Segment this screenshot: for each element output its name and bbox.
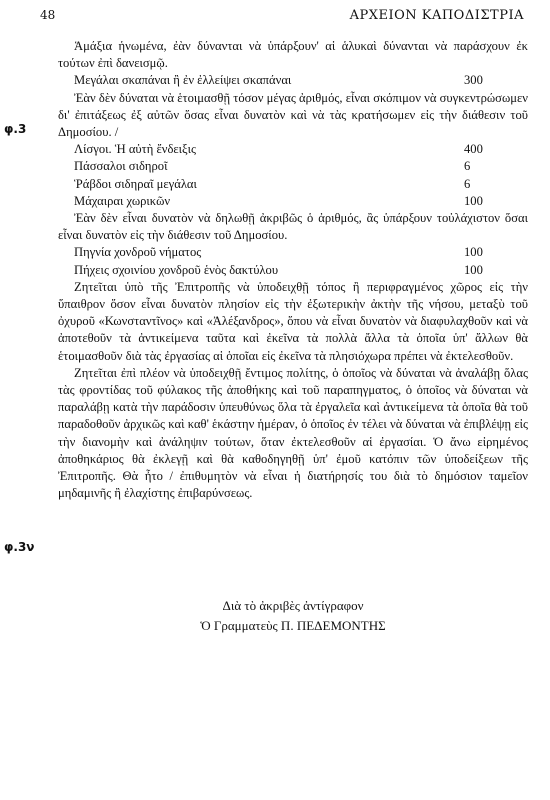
running-head: ΑΡΧΕΙΟΝ ΚΑΠΟΔΙΣΤΡΙΑ xyxy=(349,8,524,23)
list-item xyxy=(58,141,528,158)
item-quantity: 300 xyxy=(464,73,483,88)
item-quantity: 400 xyxy=(464,142,483,157)
item-quantity: 100 xyxy=(464,262,483,277)
page-header xyxy=(40,8,524,28)
item-label: Πηγνία χονδροῦ νήματος xyxy=(74,245,202,260)
paragraph-5: Ζητεῖται ἐπὶ πλέον νὰ ὑποδειχθῇ ἔντιμος πολίτης, ὁ ὁποῖος νὰ δύναται νὰ ἀναλάβῃ ὅλας τὰς φροντίδας τοῦ φύλακος τῆς ἀποθήκης καὶ τοῦ παραπηγματος, ὁ ὁποῖος νὰ δύναται νὰ παραλάβῃ κατὰ τὴν παράδοσιν ὑπευθύνως ὅλα τὰ ἐργαλεῖα καὶ ἀντικείμενα τὰ ὁποῖα θὰ τοῦ παραδοθοῦν ἀρχικῶς καὶ καθ' ἑκάστην ἡμέραν, ὁ ὁποῖος ἐν τέλει νὰ δύναται νὰ ἐπιβλέψῃ εἰς τὴν διανομὴν καὶ ἀνάληψιν τούτων, ὅταν ἐκτελεσθοῦν αἱ ἐργασίαι. Ὁ ἄνω εἰρημένος ἀποθηκάριος θὰ ἐκλεγῇ καὶ θὰ καθοδηγηθῇ ὑπ' ἐμοῦ κατόπιν τῶν ὑποδείξεων τῆς Ἐπιτροπῆς. Θὰ ἦτο / ἐπιθυμητὸν νὰ εἶναι ἡ διατήρησίς του διὰ τὸ δημόσιον ταμεῖον μηδαμινῆς ἢ ἐλαχίστης ἐπιβαρύνσεως. xyxy=(58,365,528,501)
item-quantity: 100 xyxy=(464,193,483,208)
item-label: Λίσγοι. Ἡ αὐτὴ ἔνδειξις xyxy=(74,142,197,157)
body-text xyxy=(58,38,528,502)
item-quantity: 100 xyxy=(464,245,483,260)
item-quantity: 6 xyxy=(464,159,471,174)
item-label: Πήχεις σχοινίου χονδροῦ ἑνὸς δακτύλου xyxy=(74,262,279,277)
signature-block xyxy=(58,596,528,636)
signature-attestation: Διὰ τὸ ἀκριβὲς ἀντίγραφον xyxy=(222,598,364,613)
paragraph-2: Ἐὰν δὲν δύναται νὰ ἑτοιμασθῇ τόσον μέγας ἀριθμός, εἶναι σκόπιμον νὰ συγκεντρώσωμεν δι' ἐπιτάξεως ἐξ αὐτῶν ὅσας εἶναι δυνατὸν καὶ νὰ τὰς κρατήσωμεν εἰς τὴν διάθεσιν τοῦ Δημοσίου. / xyxy=(58,90,528,139)
item-quantity: 6 xyxy=(464,176,471,191)
folio-note-3v: φ.3ν xyxy=(4,540,35,554)
list-item xyxy=(58,193,528,210)
list-item xyxy=(58,72,528,89)
item-label: Πάσσαλοι σιδηροῖ xyxy=(74,159,168,174)
list-item xyxy=(58,176,528,193)
page-number: 48 xyxy=(40,8,56,22)
folio-note-3: φ.3 xyxy=(4,122,27,136)
item-label: Μεγάλαι σκαπάναι ἢ ἐν ἐλλείψει σκαπάναι xyxy=(74,73,292,88)
list-item xyxy=(58,244,528,261)
item-label: Ῥάβδοι σιδηραῖ μεγάλαι xyxy=(74,176,197,191)
list-item xyxy=(58,262,528,279)
list-item xyxy=(58,158,528,175)
paragraph-3: Ἐὰν δὲν εἶναι δυνατὸν νὰ δηλωθῇ ἀκριβῶς ὁ ἀριθμός, ἂς ὑπάρξουν τοὐλάχιστον ὅσαι εἶναι δυνατὸν εἰς τὴν διάθεσιν τοῦ Δημοσίου. xyxy=(58,210,528,243)
signature-name: Ὁ Γραμματεὺς Π. ΠΕΔΕΜΟΝΤΗΣ xyxy=(200,618,386,633)
paragraph-4: Ζητεῖται ὑπὸ τῆς Ἐπιτροπῆς νὰ ὑποδειχθῇ τόπος ἢ περιφραγμένος χῶρος εἰς τὴν ὕπαιθρον ὅσον εἶναι δυνατὸν πλησίον εἰς τὴν ἐξωτερικὴν ἀκτὴν τῆς νήσου, μεταξὺ τοῦ ὀχυροῦ «Κωνσταντῖνος» καὶ «Ἀλέξανδρος», ὅπου νὰ εἶναι δυνατὸν νὰ διαφυλαχθοῦν καὶ νὰ ἀποτεθοῦν τὰ ἀντικείμενα ταῦτα καὶ ἐκεῖνα τὰ πολλὰ ἄλλα τὰ ὁποῖα ὑπ' ἄλλων θὰ ἑτοιμασθοῦν διὰ τὰς ἐργασίας αἱ ὁποῖαι εἰς ἐκεῖνα τὰ πλησιόχωρα πρέπει νὰ ἐκτελεσθοῦν. xyxy=(58,279,528,363)
item-label: Μάχαιραι χωρικῶν xyxy=(74,193,171,208)
paragraph-1: Ἁμάξια ἡνωμένα, ἐὰν δύνανται νὰ ὑπάρξουν' αἱ ἁλυκαὶ δύνανται νὰ παράσχουν ἐκ τούτων ἐπὶ δανεισμῷ. xyxy=(58,39,528,71)
